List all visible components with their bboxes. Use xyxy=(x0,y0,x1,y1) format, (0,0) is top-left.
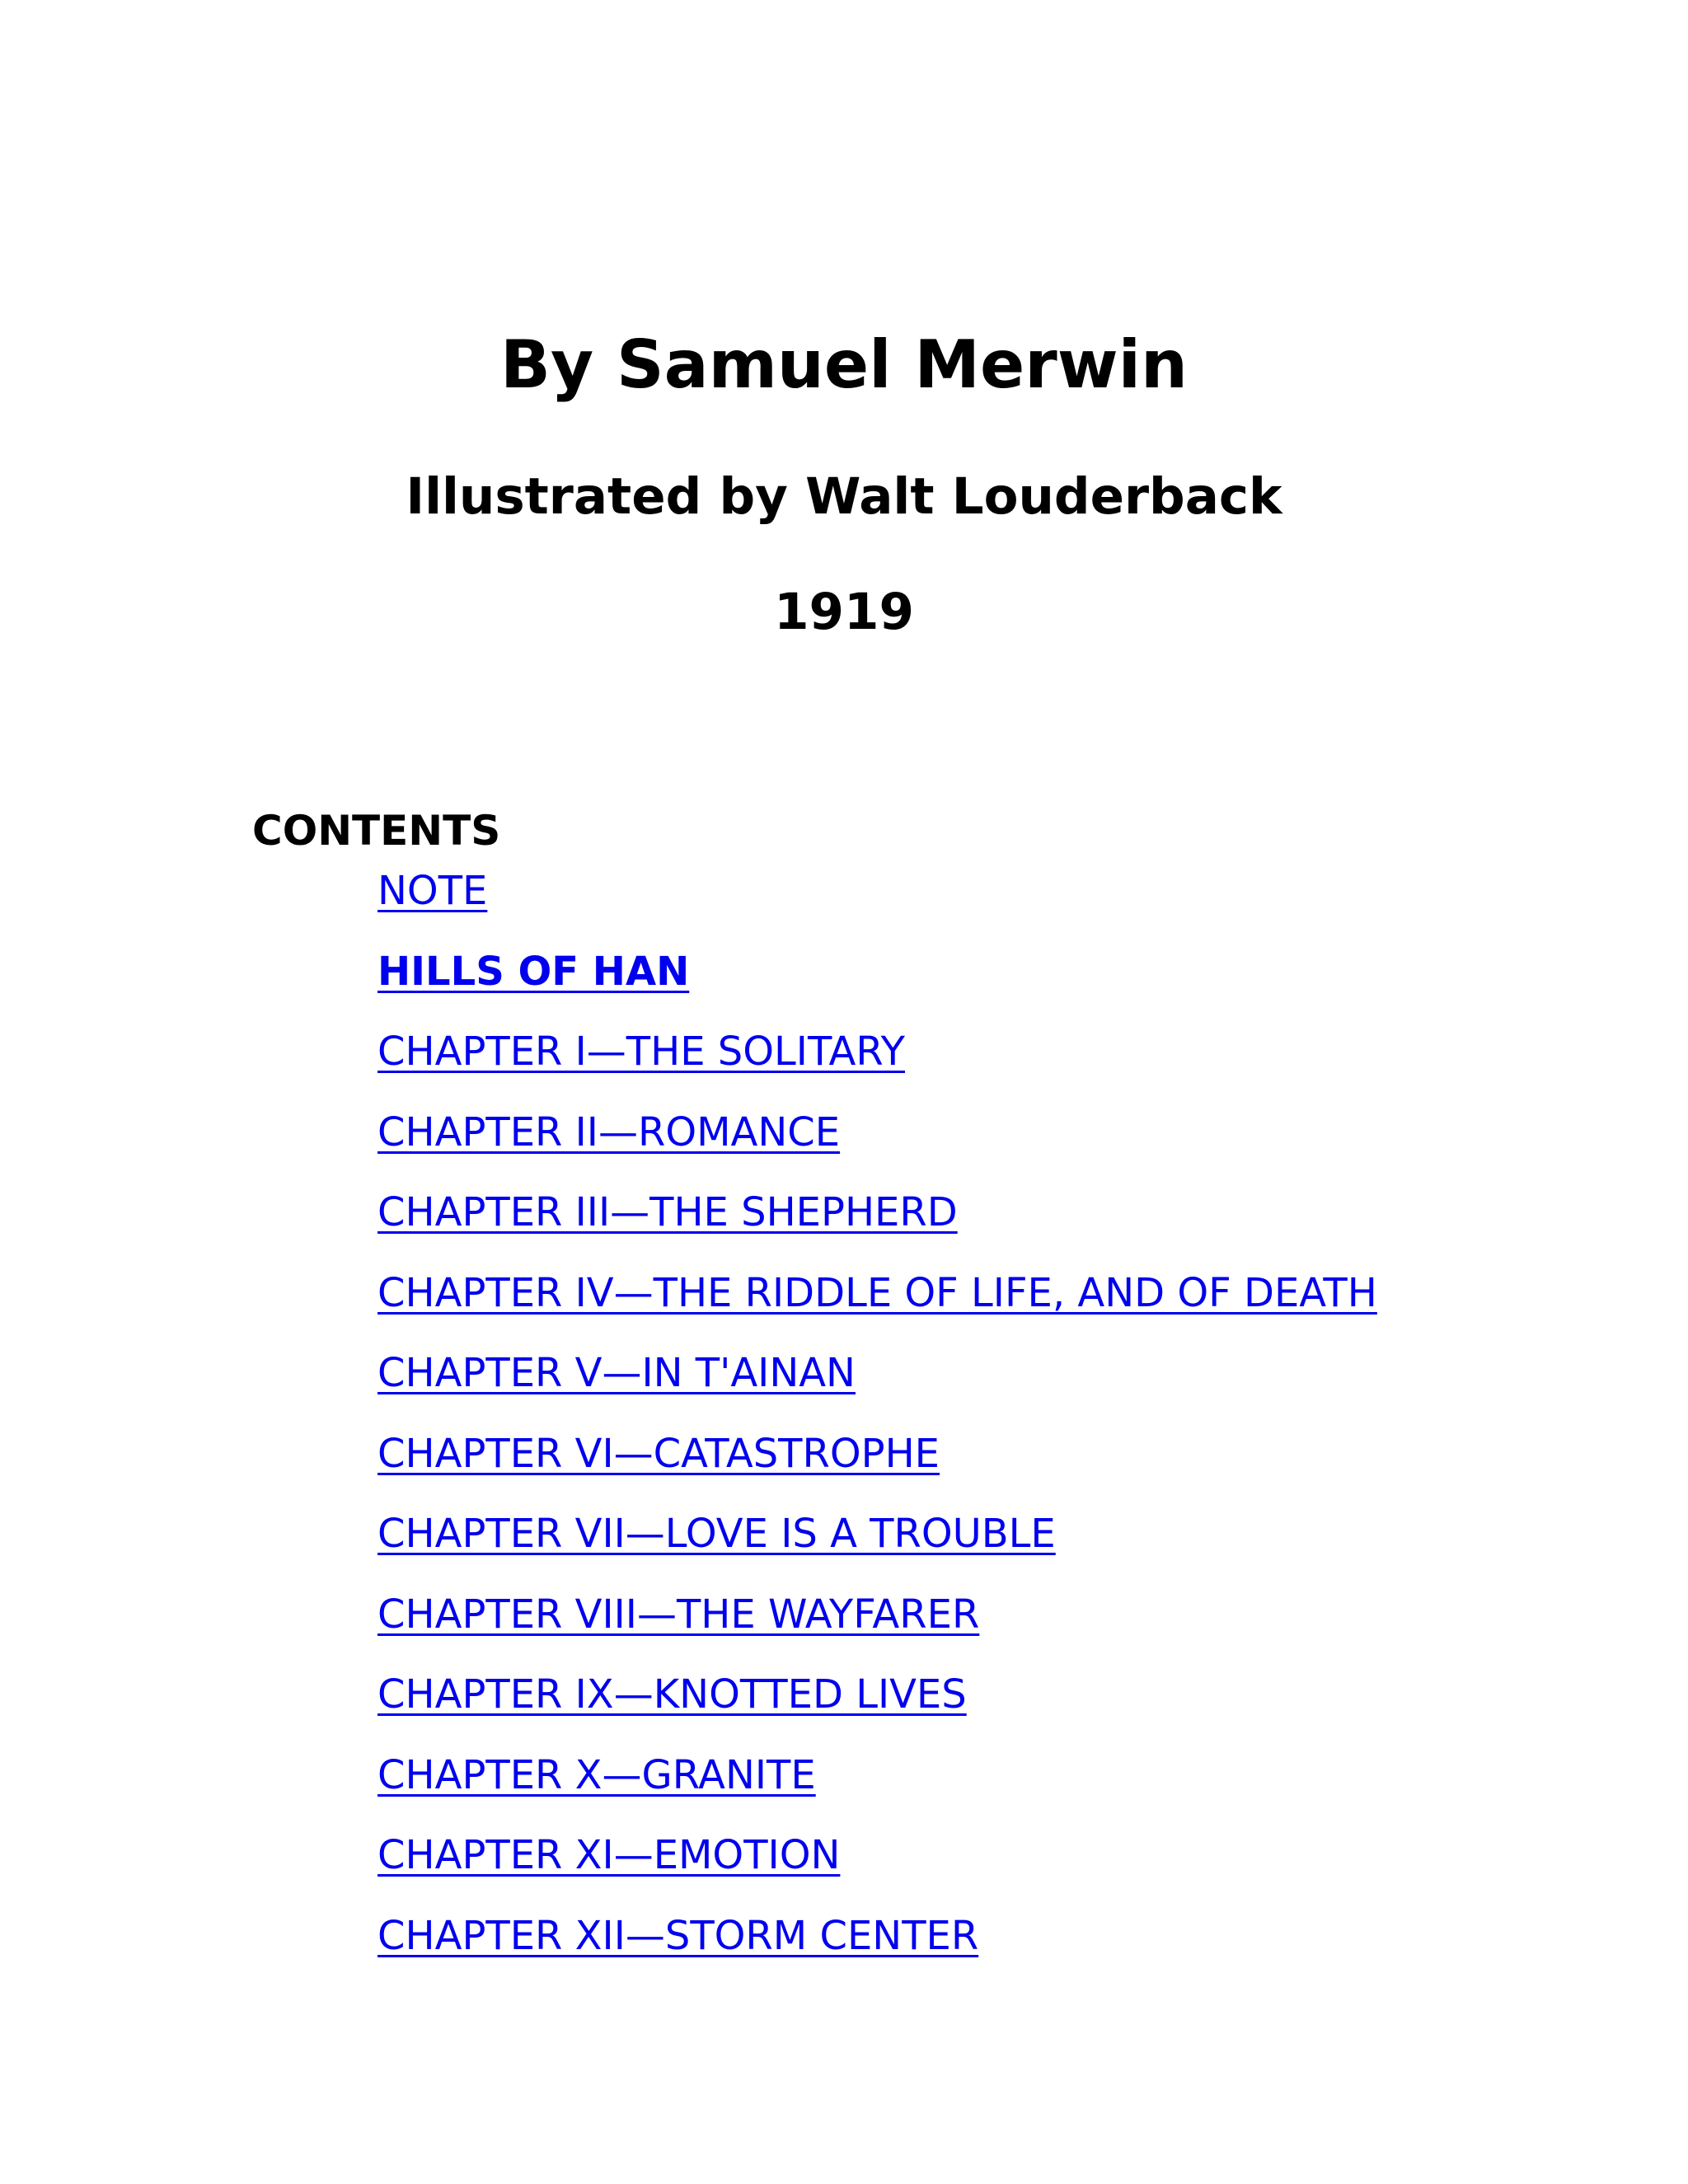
toc-item xyxy=(377,1502,1377,1582)
toc-link-chapter-10[interactable]: CHAPTER X—GRANITE xyxy=(377,1751,816,1798)
toc-link-chapter-4[interactable]: CHAPTER IV—THE RIDDLE OF LIFE, AND OF DEATH xyxy=(377,1269,1377,1316)
toc-item xyxy=(377,1180,1377,1261)
toc-link-chapter-12[interactable]: CHAPTER XII—STORM CENTER xyxy=(377,1912,979,1959)
toc-link-chapter-11[interactable]: CHAPTER XI—EMOTION xyxy=(377,1832,841,1878)
toc-link-hills-of-han[interactable]: HILLS OF HAN xyxy=(377,948,690,995)
table-of-contents xyxy=(377,859,1377,1984)
author-heading: By Samuel Merwin xyxy=(499,326,1189,403)
toc-link-chapter-1[interactable]: CHAPTER I—THE SOLITARY xyxy=(377,1029,905,1075)
toc-link-chapter-6[interactable]: CHAPTER VI—CATASTROPHE xyxy=(377,1430,940,1477)
toc-link-note[interactable]: NOTE xyxy=(377,868,488,914)
toc-item xyxy=(377,1100,1377,1181)
toc-item xyxy=(377,1422,1377,1502)
toc-item xyxy=(377,1341,1377,1422)
toc-link-chapter-7[interactable]: CHAPTER VII—LOVE IS A TROUBLE xyxy=(377,1511,1056,1557)
toc-item xyxy=(377,1582,1377,1663)
toc-item xyxy=(377,859,1377,940)
illustrator-heading: Illustrated by Walt Louderback xyxy=(406,467,1282,526)
toc-link-chapter-3[interactable]: CHAPTER III—THE SHEPHERD xyxy=(377,1189,958,1235)
toc-item xyxy=(377,940,1377,1020)
toc-item xyxy=(377,1662,1377,1743)
toc-item xyxy=(377,1823,1377,1904)
toc-item xyxy=(377,1743,1377,1824)
toc-link-chapter-5[interactable]: CHAPTER V—IN T'AINAN xyxy=(377,1350,856,1396)
toc-item xyxy=(377,1261,1377,1342)
toc-link-chapter-9[interactable]: CHAPTER IX—KNOTTED LIVES xyxy=(377,1671,967,1718)
contents-label: CONTENTS xyxy=(252,807,501,855)
toc-link-chapter-2[interactable]: CHAPTER II—ROMANCE xyxy=(377,1108,841,1155)
year-heading: 1919 xyxy=(774,583,914,641)
toc-item xyxy=(377,1904,1377,1985)
toc-link-chapter-8[interactable]: CHAPTER VIII—THE WAYFARER xyxy=(377,1591,980,1638)
toc-item xyxy=(377,1019,1377,1100)
